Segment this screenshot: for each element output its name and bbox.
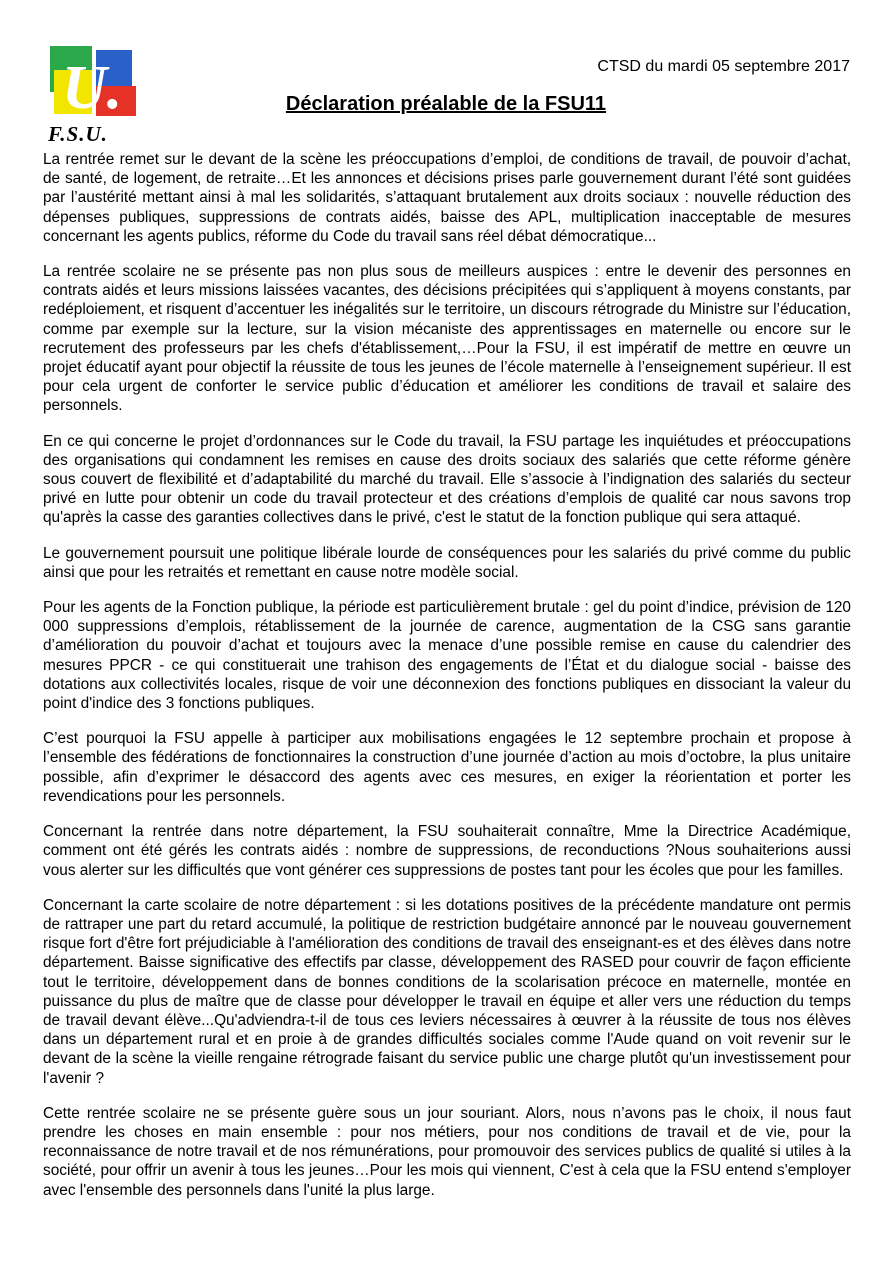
page-title: Déclaration préalable de la FSU11 — [285, 93, 607, 115]
paragraph: Concernant la carte scolaire de notre département : si les dotations positives de la précédente mandature ont permis de rattraper une part du retard accumulé, la politique de restriction budgétaire annoncé par le nouveau gouvernement risque fort d'être fort préjudiciable à l'amélioration des conditions de travail des enseignant-es et des élèves dans notre département. Baisse significative des effectifs par classe, développement des RASED pour couvrir de façon efficiente tout le territoire, développement dans de bonnes conditions de la scolarisation précoce en maternelle, montée en puissance du plus de maître que de classe pour développer le travail en équipe et aller vers une réduction du temps de travail devant élève...Qu'adviendra-t-il de tous ces leviers nécessaires à œuvrer à la réussite de tous nos élèves dans un département rural et en proie à de grandes difficultés sociales comme l'Aude quand on voit revenir sur le devant de la scène la vieille rengaine rétrograde faisant du service public une charge plutôt qu'un investissement pour l'avenir ? — [43, 896, 851, 1087]
paragraph: Cette rentrée scolaire ne se présente guère sous un jour souriant. Alors, nous n’avons pas le choix, il nous faut prendre les choses en main ensemble : pour nos métiers, pour nos conditions de travail et de vie, pour la reconnaissance de notre travail et de nos rémunérations, pour promouvoir des services publics de qualité si utiles à la société, pour offrir un avenir à tous les jeunes…Pour les mois qui viennent, C'est à cela que la FSU entend s'employer avec l'ensemble des personnels dans l'unité la plus large. — [43, 1104, 851, 1199]
meeting-date: CTSD du mardi 05 septembre 2017 — [597, 58, 850, 75]
paragraph: C’est pourquoi la FSU appelle à participer aux mobilisations engagées le 12 septembre prochain et propose à l’ensemble des fédérations de fonctionnaires la construction d’une journée d’action au mois d’octobre, la plus unitaire possible, afin d’exprimer le désaccord des agents avec ces mesures, en exiger la réorientation et porter les revendications pour les personnels. — [43, 730, 851, 805]
paragraph: La rentrée scolaire ne se présente pas non plus sous de meilleurs auspices : entre le devenir des personnes en contrats aidés et leurs missions laissées vacantes, des décisions précipitées qui s’appliquent à moyens constants, par redéploiement, et risquent d’accentuer les inégalités sur le territoire, un discours rétrograde du Ministre sur l’éducation, comme par exemple sur la lecture, sur la vision mécaniste des apprentissages en maternelle ou encore sur le recrutement des professeurs par les chefs d'établissement,…Pour la FSU, il est impératif de mettre en œuvre un projet éducatif ayant pour objectif la réussite de tous les jeunes de l’école maternelle à l’enseignement supérieur. Il est pour cela urgent de conforter le service public d’éducation et améliorer les conditions de travail et salaire des personnels. — [43, 263, 851, 415]
logo-letter: U. — [62, 54, 123, 122]
paragraph: La rentrée remet sur le devant de la scène les préoccupations d’emploi, de conditions de travail, de pouvoir d’achat, de santé, de logement, de retraite…Et les annonces et décisions prises parle gouvernement durant l’été sont guidées par l’austérité mettant ainsi à mal les solidarités, s’attaquant brutalement aux droits sociaux : nouvelle réduction des dépenses publiques, suppressions de contrats aidés, baisse des APL, multiplication inacceptable de mesures concernant les agents publics, réforme du Code du travail sans réel débat démocratique... — [43, 151, 851, 245]
logo-label: F.S.U. — [48, 122, 108, 146]
declaration-body — [43, 150, 851, 1216]
paragraph: Le gouvernement poursuit une politique libérale lourde de conséquences pour les salariés du privé comme du public ainsi que pour les retraités et remettant en cause notre modèle social. — [43, 544, 851, 581]
paragraph: Concernant la rentrée dans notre département, la FSU souhaiterait connaître, Mme la Directrice Académique, comment ont été gérés les contrats aidés : nombre de suppressions, de reconductions ?Nous souhaiterions aussi vous alerter sur les difficultés que vont générer ces suppressions de postes tant pour les écoles que pour les familles. — [43, 823, 851, 879]
paragraph: Pour les agents de la Fonction publique, la période est particulièrement brutale : gel du point d’indice, prévision de 120 000 suppressions d’emplois, rétablissement de la journée de carence, augmentation de la CSG sans garantie d’amélioration du pouvoir d’achat et toujours avec la menace d’une possible remise en cause du calendrier des mesures PPCR - ce qui constituerait une trahison des engagements de l’État et du dialogue social - baisse des dotations aux collectivités locales, risque de voir une déconnexion des fonctions publiques en dissociant la valeur du point d'indice des 3 fonctions publiques. — [43, 599, 851, 713]
paragraph: En ce qui concerne le projet d’ordonnances sur le Code du travail, la FSU partage les inquiétudes et préoccupations des organisations qui condamnent les remises en cause des droits sociaux des salariés que cette réforme génère sous couvert de flexibilité et d’adaptabilité du marché du travail. Elle s’associe à l’indignation des salariés du secteur privé en lutte pour obtenir un code du travail protecteur et des créations d’emplois de qualité car nous savons trop qu'après la casse des garanties collectives dans le privé, c'est le statut de la fonction publique qui sera attaqué. — [43, 432, 851, 527]
